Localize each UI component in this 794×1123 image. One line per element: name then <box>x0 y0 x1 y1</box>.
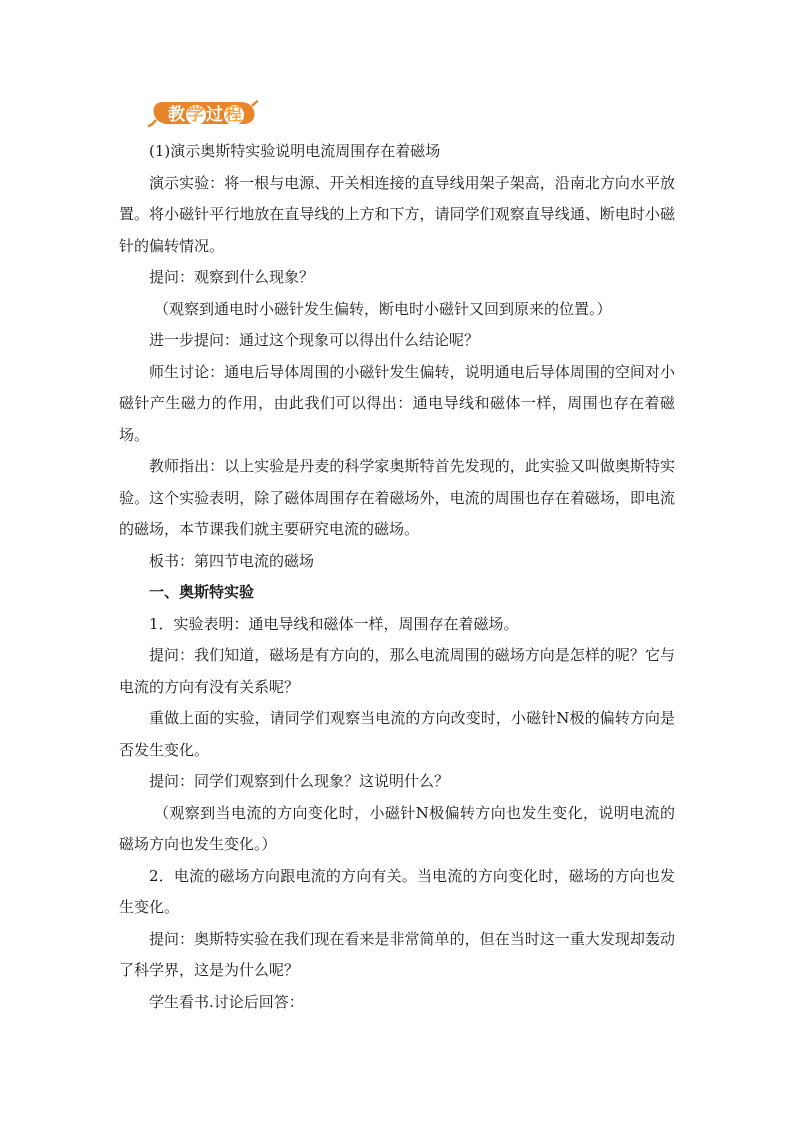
badge-char: 学 <box>187 105 205 125</box>
section-badge <box>148 98 258 128</box>
badge-title <box>168 100 244 125</box>
paragraph: 提问：同学们观察到什么现象？这说明什么？ <box>149 772 450 790</box>
paragraph: 演示实验：将一根与电源、开关相连接的直导线用架子架高，沿南北方向水平放置。将小磁针平行地放在直导线的上方和下方，请同学们观察直导线通、断电时小磁针的偏转情况。 <box>119 173 675 255</box>
paragraph: 教师指出：以上实验是丹麦的科学家奥斯特首先发现的，此实验又叫做奥斯特实验。这个实验表明，除了磁体周围存在着磁场外，电流的周围也存在着磁场，即电流的磁场，本节课我们就主要研究电流的磁场。 <box>119 457 675 538</box>
paragraph: 提问：奥斯特实验在我们现在看来是非常简单的，但在当时这一重大发现却轰动了科学界，这是为什么呢？ <box>119 929 675 979</box>
paragraph: (1)演示奥斯特实验说明电流周围存在着磁场 <box>149 142 441 160</box>
paragraph: 提问：我们知道，磁场是有方向的，那么电流周围的磁场方向是怎样的呢？它与电流的方向有没有关系呢？ <box>119 646 675 696</box>
paragraph: 学生看书.讨论后回答： <box>149 992 304 1011</box>
paragraph: 师生讨论：通电后导体周围的小磁针发生偏转，说明通电后导体周围的空间对小磁针产生磁力的作用，由此我们可以得出：通电导线和磁体一样，周围也存在着磁场。 <box>119 362 675 444</box>
badge-char: 过 <box>206 105 224 125</box>
lesson-body <box>119 136 675 1018</box>
paragraph: （观察到当电流的方向变化时，小磁针N极偏转方向也发生变化，说明电流的磁场方向也发生变化。） <box>119 803 675 853</box>
paragraph: 2．电流的磁场方向跟电流的方向有关。当电流的方向变化时，磁场的方向也发生变化。 <box>119 866 675 916</box>
badge-char: 程 <box>225 105 243 125</box>
paragraph: 进一步提问：通过这个现象可以得出什么结论呢？ <box>149 331 480 349</box>
paragraph: （观察到通电时小磁针发生偏转，断电时小磁针又回到原来的位置。） <box>154 299 612 318</box>
paragraph: 重做上面的实验，请同学们观察当电流的方向改变时，小磁针N极的偏转方向是否发生变化。 <box>119 709 675 759</box>
paragraph: 提问：观察到什么现象？ <box>149 268 315 286</box>
paragraph: 1．实验表明：通电导线和磁体一样，周围存在着磁场。 <box>149 614 519 633</box>
paragraph: 板书：第四节电流的磁场 <box>149 551 315 570</box>
section-heading: 一、奥斯特实验 <box>149 583 255 601</box>
badge-char: 教 <box>168 105 186 125</box>
